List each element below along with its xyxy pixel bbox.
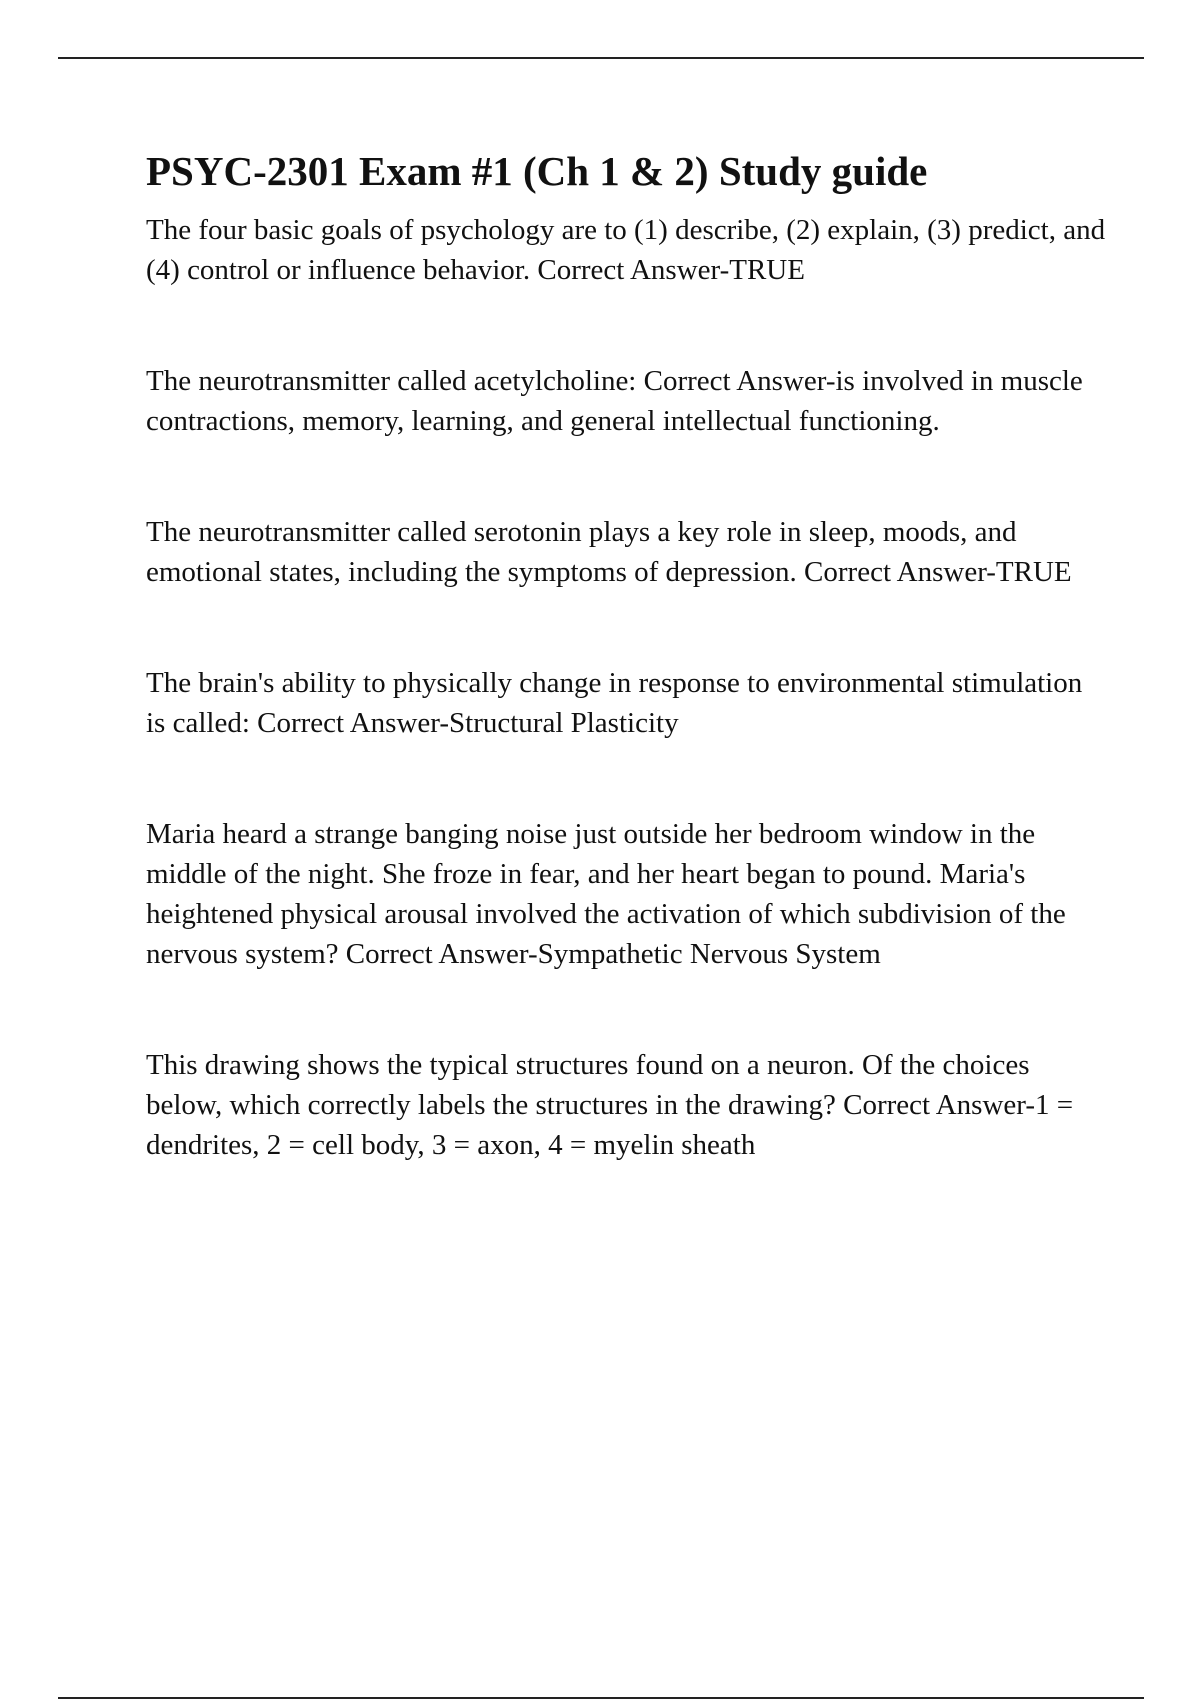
qa-item-3: The neurotransmitter called serotonin plays a key role in sleep, moods, and emotional states, including the symptoms of depression. Correct Answer-TRUE xyxy=(146,516,1072,588)
qa-item-5: Maria heard a strange banging noise just outside her bedroom window in the middle of the night. She froze in fear, and her heart began to pound. Maria's heightened physical arousal involved the activation of which subdivision of the nervous system? Correct Answer-Sympathetic Nervous System xyxy=(146,818,1066,970)
bottom-rule xyxy=(58,1697,1144,1699)
qa-item-1: The four basic goals of psychology are to (1) describe, (2) explain, (3) predict, and (4) control or influence behavior. Correct Answer-TRUE xyxy=(146,214,1106,286)
document-body xyxy=(146,143,1106,1165)
qa-list xyxy=(146,210,1106,1165)
top-rule xyxy=(58,57,1144,59)
qa-item-4: The brain's ability to physically change in response to environmental stimulation is called: Correct Answer-Structural Plasticity xyxy=(146,667,1083,739)
page-title: PSYC-2301 Exam #1 (Ch 1 & 2) Study guide xyxy=(146,148,928,194)
qa-item-6: This drawing shows the typical structures found on a neuron. Of the choices below, which correctly labels the structures in the drawing? Correct Answer-1 = dendrites, 2 = cell body, 3 = axon, 4 = myelin sheath xyxy=(146,1049,1074,1161)
qa-item-2: The neurotransmitter called acetylcholine: Correct Answer-is involved in muscle contractions, memory, learning, and general intellectual functioning. xyxy=(146,365,1083,437)
